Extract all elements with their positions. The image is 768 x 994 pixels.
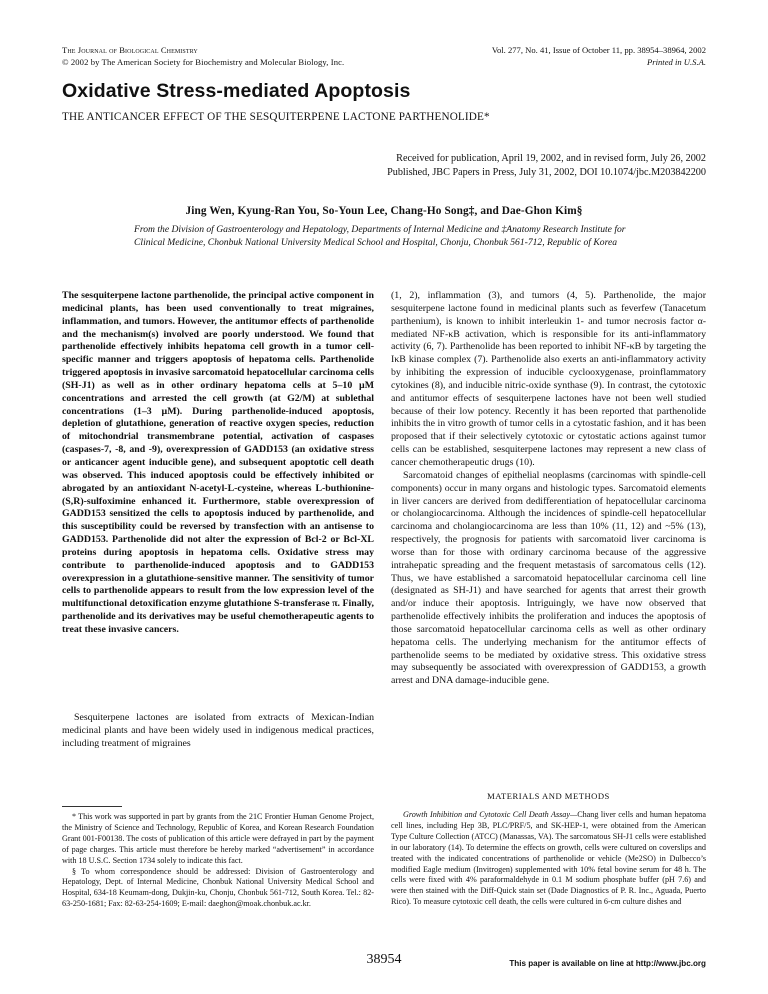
section-heading: MATERIALS AND METHODS [487,791,610,801]
introduction-paragraph: Sesquiterpene lactones are isolated from extracts of Mexican-Indian medicinal plants and have been widely used in indigenous medical practices, including treatment of migraines [62,712,374,749]
methods-paragraph [391,810,706,908]
abstract: The sesquiterpene lactone parthenolide, the principal active component in medicinal plants, has been used conventionally to treat migraines, inflammation, and tumors. However, the antitumor effects of parthenolide and the mechanism(s) involved are poorly understood. We found that parthenolide effectively inhibits hepatoma cell growth in a tumor cell-specific manner and triggers apoptosis of hepatoma cells. Parthenolide triggered apoptosis in invasive sarcomatoid hepatocellular carcinoma cells (SH-J1) as well as in other ordinary hepatoma cells at 5–10 µM concentrations and arrested the cell growth (at G2/M) at sublethal concentrations (1–3 µM). During parthenolide-induced apoptosis, depletion of glutathione, generation of reactive oxygen species, reduction of mitochondrial transmembrane potential, activation of caspases (caspases-7, -8, and -9), overexpression of GADD153 (an oxidative stress or anticancer agent inducible gene), and subsequent apoptotic cell death was observed. This induced apoptosis could be effectively inhibited or abrogated by an antioxidant N-acetyl-L-cysteine, whereas L-buthionine-(S,R)-sulfoximine enhanced it. Furthermore, stable overexpression of GADD153 sensitized the cells to apoptosis induced by parthenolide, and this susceptibility could be reversed by transfection with an antisense to GADD153. Parthenolide did not alter the expression of Bcl-2 or Bcl-XL proteins during apoptosis in hepatoma cells. Oxidative stress may contribute to parthenolide-induced apoptosis and to GADD153 overexpression in a glutathione-sensitive manner. The sensitivity of tumor cells to parthenolide appears to result from the low expression level of the multifunctional detoxification enzyme glutathione S-transferase π. Finally, parthenolide and its derivatives may be useful chemotherapeutic agents to treat these invasive cancers. [62,290,374,635]
article-subtitle: THE ANTICANCER EFFECT OF THE SESQUITERPENE LACTONE PARTHENOLIDE* [62,111,490,123]
methods-run-in-heading: Growth Inhibition and Cytotoxic Cell Death Assay— [403,810,578,819]
correspondence-footnote: § To whom correspondence should be addressed: Division of Gastroenterology and Hepatology, Dept. of Internal Medicine, Chonbuk National University Medical School and Hospital, 634-18 Keumam-dong, Dukjin-ku, Chonju, Chonbuk 561-712, South Korea. Tel.: 82-63-250-1681; Fax: 82-63-254-1609; E-mail: daeghon@moak.chonbuk.ac.kr. [62,866,374,909]
footnotes [62,812,374,910]
author-list: Jing Wen, Kyung-Ran You, So-Youn Lee, Chang-Ho Song‡, and Dae-Ghon Kim§ [185,205,583,217]
journal-name: The Journal of Biological Chemistry [62,45,198,55]
printed-line: Printed in U.S.A. [647,56,706,67]
volume-line: Vol. 277, No. 41, Issue of October 11, pp. 38954–38964, 2002 [491,45,706,55]
running-header-right [492,45,706,68]
funding-footnote: * This work was supported in part by grants from the 21C Frontier Human Genome Project, the Ministry of Science and Technology, Republic of Korea, and Korean Research Foundation Grant 001-F00138. The costs of publication of this article were defrayed in part by the payment of page charges. This article must therefore be hereby marked “advertisement” in accordance with 18 U.S.C. Section 1734 solely to indicate this fact. [62,812,374,865]
received-line: Received for publication, April 19, 2002, and in revised form, July 26, 2002 [396,153,706,164]
availability-note: This paper is available on line at http://www.jbc.org [509,959,706,968]
footnote-rule [62,806,122,807]
running-header-left [62,45,344,68]
page-number: 38954 [366,952,402,967]
body-paragraph: Sarcomatoid changes of epithelial neoplasms (carcinomas with spindle-cell components) occur in many organs and histologic types. Sarcomatoid elements in liver cancers are derived from dedifferentiation of hepatocellular carcinoma or cholangiocarcinoma. Although the incidences of spindle-cell hepatocellular carcinoma and cholangiocarcinoma are less than 10% (11, 12) and ~5% (13), respectively, the prognosis for patients with sarcomatoid liver carcinoma is worse than for those with ordinary carcinoma because of the aggressive intrahepatic spreading and the frequent metastasis of sarcomatous cells (12). Thus, we have established a sarcomatoid hepatocellular carcinoma cell line (designated as SH-J1) and have searched for agents that arrest their growth and/or induce their apoptosis. Intriguingly, we have now observed that parthenolide effectively inhibits the proliferation and induces the apoptosis of those sarcomatoid hepatocellular carcinoma cells as well as other ordinary hepatoma cells. The underlying mechanism for the antitumor effects of parthenolide seems to be mediated by oxidative stress. This oxidative stress may subsequently be associated with overexpression of GADD153, a growth arrest and DNA damage-inducible gene. [391,469,706,687]
methods-text: Chang liver cells and human hepatoma cell lines, including Hep 3B, PLC/PRF/5, and SK-HEP-1, were obtained from the American Type Culture Collection (ATCC) (Manassas, VA). The sarcomatous SH-J1 cells were established in our laboratory (14). To determine the effects on growth, cells were cultured on coverslips and treated with the indicated concentrations of parthenolide or vehicle (Me2SO) in Dulbecco’s modified Eagle medium (Invitrogen) supplemented with 10% fetal bovine serum for 48 h. The cells were fixed with 4% paraformaldehyde in 0.1 M sodium phosphate buffer (pH 7.6) and were then stained with the Diff-Quick stain set (Dade Diagnostics of P. R. Inc., Aguada, Puerto Rico). To measure cytotoxic cell death, the cells were cultured in 6-cm culture dishes and [391,810,706,907]
body-paragraph: (1, 2), inflammation (3), and tumors (4, 5). Parthenolide, the major sesquiterpene lactone found in medicinal plants such as feverfew (Tanacetum parthenium), is known to inhibit interleukin 1- and tumor necrosis factor α-mediated NF-κB activation, which is responsible for its anti-inflammatory activity (6, 7). Parthenolide has been reported to inhibit NF-κB by targeting the IκB kinase complex (7). Parthenolide also exerts an anti-inflammatory activity by inhibiting the expression of inducible cyclooxygenase, proinflammatory cytokines (8), and inducible nitric-oxide synthase (9). In contrast, the cytotoxic and antitumor effects of sesquiterpene lactones have not been well studied because of their low potency. Recently it has been reported that parthenolide inhibits the in vitro growth of tumor cells in a cytostatic fashion, and it has been proposed that if their selectively cytotoxic or cytostatic actions against tumor cells can be established, sesquiterpene lactones may represent a new class of cancer chemotherapeutic drugs (10). [391,290,706,468]
article-title: Oxidative Stress-mediated Apoptosis [62,80,411,102]
right-column-body [391,290,706,688]
published-line: Published, JBC Papers in Press, July 31, 2002, DOI 10.1074/jbc.M203842200 [387,166,706,178]
copyright-line: © 2002 by The American Society for Biochemistry and Molecular Biology, Inc. [62,56,345,67]
publication-history [387,152,706,179]
affiliation: From the Division of Gastroenterology and Hepatology, Departments of Internal Medicine and ‡Anatomy Research Institute for Clinical Medicine, Chonbuk National University Medical School and Hospital, Chonju, Chonbuk 561-712, Republic of Korea [134,224,626,248]
